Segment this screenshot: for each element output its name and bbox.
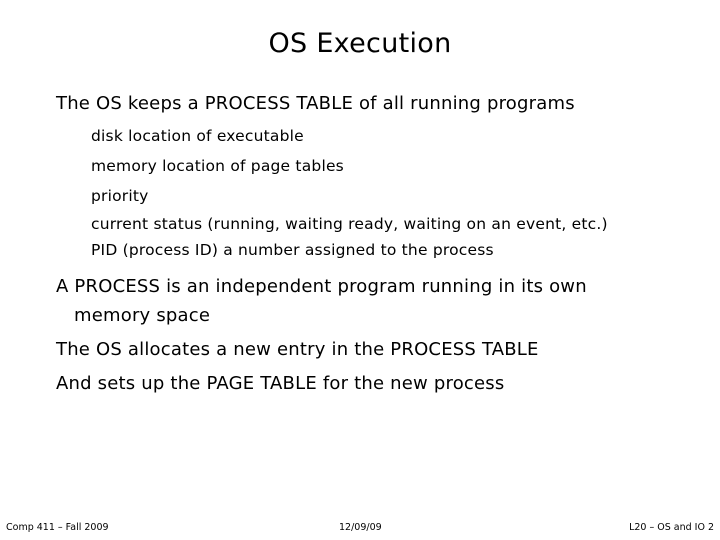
slide-title: OS Execution bbox=[268, 28, 452, 59]
bullet-os-allocates: The OS allocates a new entry in the PROCESS TABLE bbox=[56, 339, 539, 360]
bullet-process-definition-continued: memory space bbox=[74, 305, 211, 326]
subbullet-disk-location: disk location of executable bbox=[91, 127, 304, 145]
footer-date: 12/09/09 bbox=[339, 522, 382, 533]
subbullet-pid: PID (process ID) a number assigned to the process bbox=[91, 241, 494, 259]
bullet-page-table-setup: And sets up the PAGE TABLE for the new process bbox=[56, 373, 505, 394]
footer-course: Comp 411 – Fall 2009 bbox=[6, 522, 109, 533]
bullet-process-table: The OS keeps a PROCESS TABLE of all running programs bbox=[56, 93, 575, 114]
footer-lecture: L20 – OS and IO 2 bbox=[629, 522, 714, 533]
subbullet-current-status: current status (running, waiting ready, waiting on an event, etc.) bbox=[91, 215, 608, 233]
subbullet-priority: priority bbox=[91, 187, 149, 205]
subbullet-memory-location: memory location of page tables bbox=[91, 157, 344, 175]
bullet-process-definition: A PROCESS is an independent program running in its own bbox=[56, 276, 587, 297]
